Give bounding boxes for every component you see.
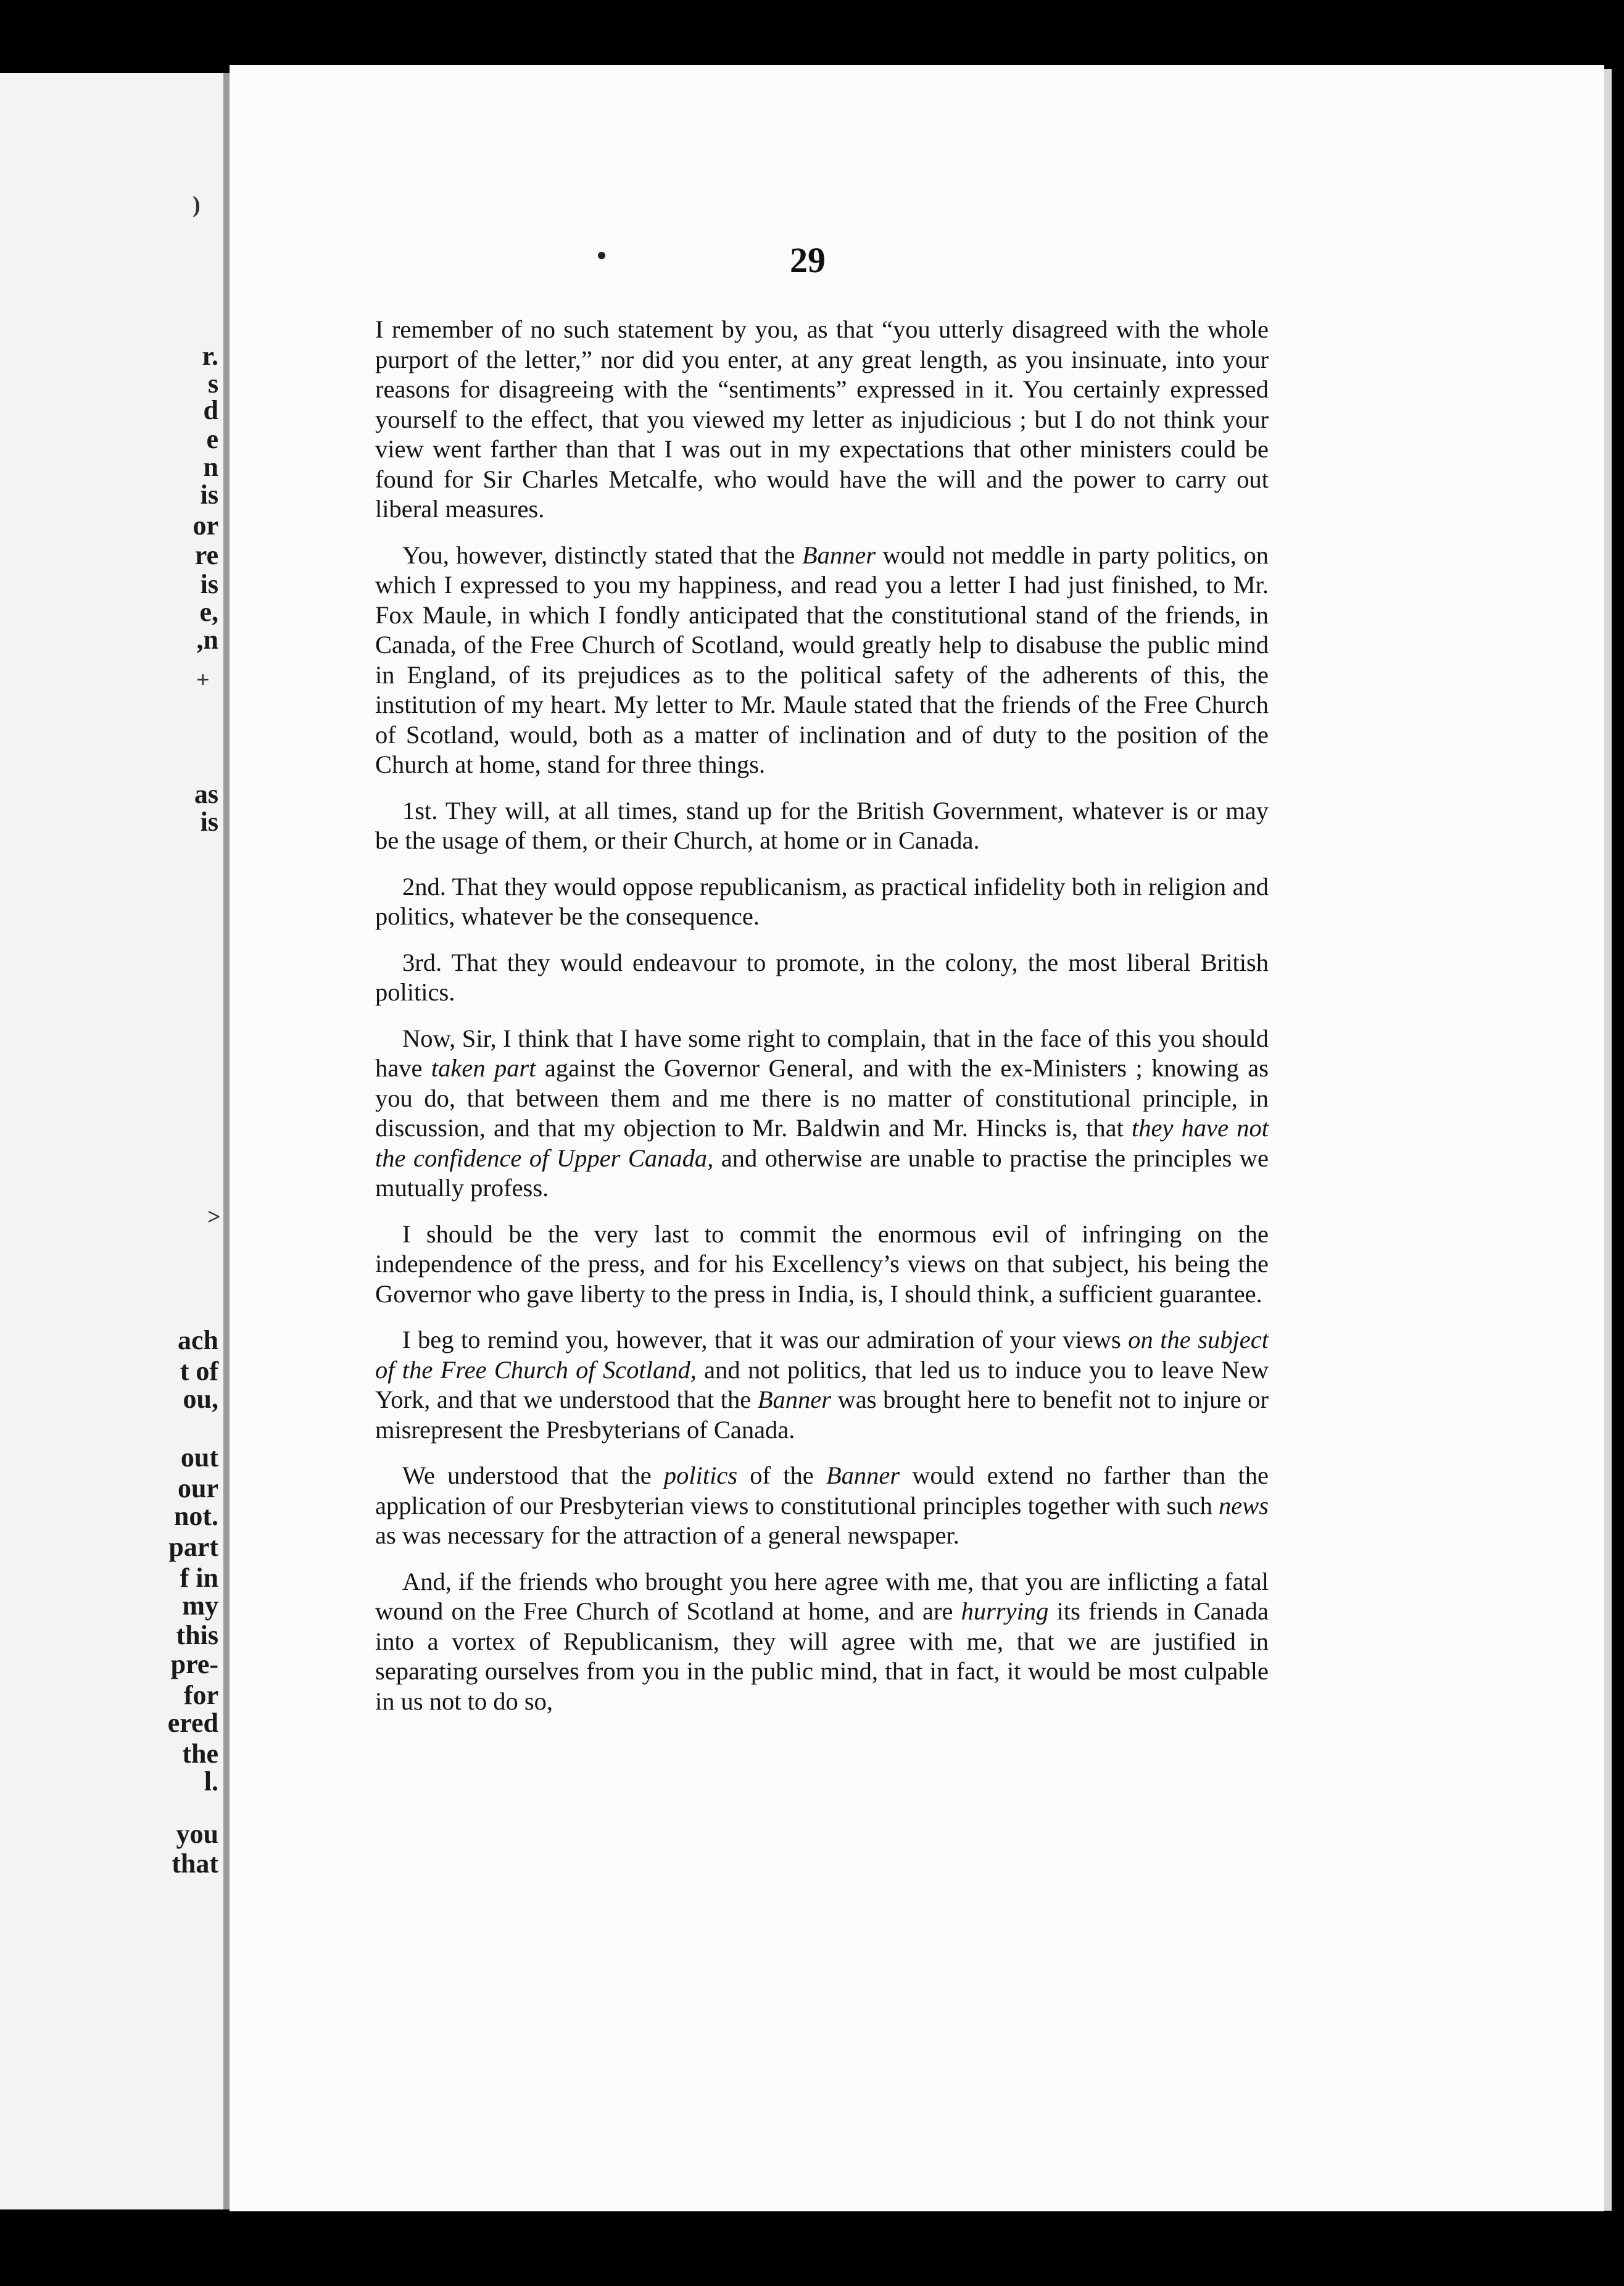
text-run: Now, Sir, I think that I have some right to complain, that in the face of this you should have — [375, 1024, 1269, 1082]
text-run: and otherwise are unable to practise the principles we mutually profess. — [375, 1144, 1269, 1202]
left-page-fragment: or — [193, 510, 218, 541]
left-page-fragment: not. — [173, 1501, 218, 1531]
paragraph — [375, 1325, 1269, 1445]
left-page-fragment: f in — [180, 1563, 218, 1593]
paragraph — [375, 1567, 1269, 1717]
text-run: I should be the very last to commit the enormous evil of infringing on the independence of the press, and for his Excellency’s views on that subject, his being the Governor who gave liberty to the press in India, is, I should think, a sufficient guarantee. — [375, 1220, 1269, 1308]
printer-dot — [598, 252, 605, 259]
italic-text-run: Banner — [802, 541, 876, 569]
text-run: I beg to remind you, however, that it was our admiration of your views — [402, 1326, 1129, 1353]
italic-text-run: they have not the confidence of Upper Canada, — [375, 1114, 1269, 1172]
left-page-fragment: r. — [202, 341, 218, 371]
paragraph — [375, 1024, 1269, 1203]
italic-text-run: politics — [663, 1461, 738, 1489]
left-page-fragment: s — [207, 368, 218, 399]
text-run: 3rd. That they would endeavour to promote, in the colony, the most liberal British politics. — [375, 948, 1269, 1006]
paragraph — [375, 1220, 1269, 1310]
text-run: as was necessary for the attraction of a general newspaper. — [375, 1521, 959, 1549]
text-run: And, if the friends who brought you here agree with me, that you are inflicting a fatal wound on the Free Church of Scotland at home, and are — [375, 1567, 1269, 1625]
italic-text-run: news — [1219, 1491, 1269, 1519]
left-page-fragment: the — [182, 1739, 218, 1769]
paragraph — [375, 948, 1269, 1008]
left-page-fragment: for — [183, 1680, 218, 1710]
paragraph — [375, 1461, 1269, 1551]
left-page-fragment: ,n — [196, 625, 218, 655]
text-run: would not meddle in party politics, on which I expressed to you my happiness, and read you a letter I had just finished, to Mr. Fox Maule, in which I fondly anticipated that the constitutional stand of the friends, in Canada, of the Free Church of Scotland, would greatly help to disabuse the public mind in England, of its prejudices as to the political safety of the adherents of this, the institution of my heart. My letter to Mr. Maule stated that the friends of the Free Church of Scotland, would, both as a matter of inclination and of duty to the position of the Church at home, stand for three things. — [375, 541, 1269, 778]
text-run: I remember of no such statement by you, as that “you utterly disagreed with the whole purport of the letter,” nor did you enter, at any great length, as you insinuate, into your reasons for disagreeing with the “sentiments” expressed in it. You certainly expressed yourself to the effect, that you viewed my letter as injudicious ; but I do not think your view went farther than that I was out in my expectations that other ministers could be found for Sir Charles Metcalfe, who would have the will and the power to carry out liberal measures. — [375, 315, 1269, 523]
text-run: its friends in Canada into a vortex of Republicanism, they will agree with me, that we are justified in separating ourselves from you in the public mind, that in fact, it would be most culpable in us not to do so, — [375, 1597, 1269, 1715]
left-page-fragment: e — [206, 424, 218, 454]
text-run: You, however, distinctly stated that the — [402, 541, 802, 569]
left-page-fragment: re — [194, 540, 218, 570]
left-page-fragment: you — [176, 1819, 218, 1849]
left-page-fragment: t of — [180, 1356, 218, 1386]
text-run: of the — [737, 1461, 826, 1489]
left-page-fragment: this — [176, 1620, 218, 1650]
page-edge — [1604, 69, 1612, 2211]
page-body-text — [375, 315, 1269, 1716]
left-page-fragment: ach — [178, 1325, 218, 1355]
page-number: 29 — [790, 240, 826, 280]
text-run: We understood that the — [402, 1461, 664, 1489]
italic-text-run: on the subject of the Free Church of Scotland, — [375, 1326, 1269, 1384]
left-page-fragment: part — [168, 1532, 218, 1562]
left-page-text-fragments — [144, 73, 218, 2209]
binding-mark-lower: > — [207, 1204, 221, 1230]
left-page-fragment: d — [203, 395, 218, 425]
book-gutter — [223, 73, 230, 2209]
italic-text-run: hurrying — [961, 1597, 1049, 1625]
binding-mark-top: ) — [193, 192, 201, 218]
text-run: and not politics, that led us to induce you to leave New York, and that we understood that the — [375, 1355, 1269, 1413]
left-page-fragment: l. — [204, 1766, 218, 1797]
text-run: 2nd. That they would oppose republicanism, as practical infidelity both in religion and politics, whatever be the consequence. — [375, 872, 1269, 930]
paragraph — [375, 315, 1269, 525]
left-page — [0, 73, 223, 2209]
text-run: 1st. They will, at all times, stand up for the British Government, whatever is or may be the usage of them, or their Church, at home or in Canada. — [375, 796, 1269, 854]
left-page-fragment: is — [200, 807, 218, 837]
left-page-fragment: our — [178, 1473, 218, 1503]
paragraph — [375, 796, 1269, 856]
text-run: was brought here to benefit not to injure or misrepresent the Presbyterians of Canada. — [375, 1386, 1269, 1444]
left-page-fragment: pre- — [170, 1649, 218, 1679]
text-run: would extend no farther than the application of our Presbyterian views to constitutional principles together with such — [375, 1461, 1269, 1519]
binding-mark-middle: + — [196, 667, 210, 693]
left-page-fragment: is — [200, 569, 218, 599]
italic-text-run: taken part — [431, 1054, 536, 1082]
left-page-fragment: ered — [167, 1708, 218, 1738]
italic-text-run: Banner — [757, 1386, 831, 1413]
paragraph — [375, 541, 1269, 780]
left-page-fragment: out — [180, 1442, 218, 1473]
text-run: against the Governor General, and with the ex-Ministers ; knowing as you do, that between them and me there is no matter of constitutional principle, in discussion, and that my objection to Mr. Baldwin and Mr. Hincks is, that — [375, 1054, 1269, 1142]
left-page-fragment: as — [194, 779, 218, 809]
left-page-fragment: n — [203, 452, 218, 482]
left-page-fragment: my — [182, 1590, 218, 1621]
left-page-fragment: ou, — [183, 1384, 218, 1414]
left-page-fragment: e, — [199, 597, 218, 627]
left-page-fragment: is — [200, 480, 218, 510]
paragraph — [375, 872, 1269, 932]
left-page-fragment: that — [172, 1848, 218, 1879]
italic-text-run: Banner — [826, 1461, 900, 1489]
